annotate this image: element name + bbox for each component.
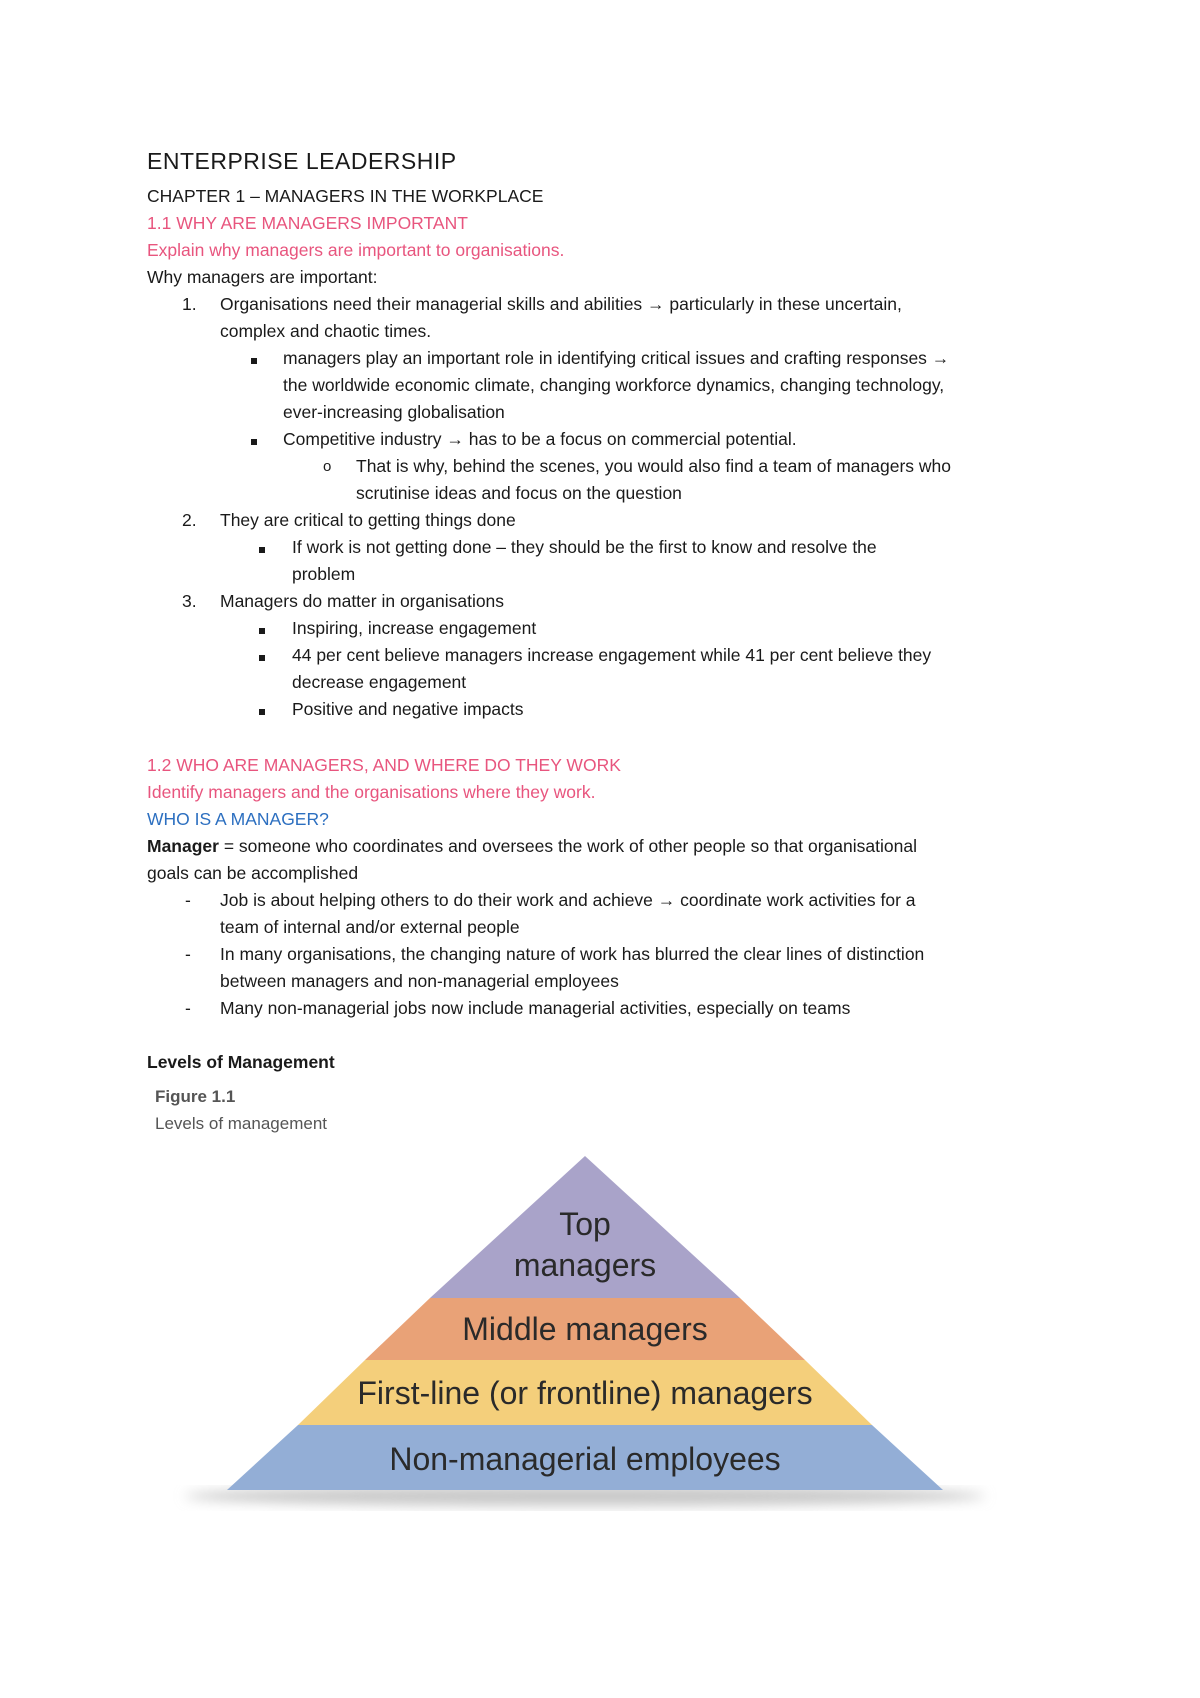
list-item-1-text-cont: complex and chaotic times. [220,321,432,341]
bullet-square [259,547,265,553]
bullet-square [259,709,265,715]
level-nonmanagerial-label: Non-managerial employees [389,1441,781,1477]
list-number-1: 1. [182,294,197,314]
manager-definition-text: = someone who coordinates and oversees the work of other people so that organisational [218,836,917,856]
list-item-2-text: They are critical to getting things done [220,510,516,530]
management-pyramid [160,1148,1010,1518]
dash-marker: - [185,998,191,1018]
section-1-1-intro: Why managers are important: [147,267,378,287]
bullet-text: managers play an important role in identifying critical issues and crafting responses → [283,348,950,368]
levels-heading: Levels of Management [147,1052,335,1072]
bullet-text-cont: problem [292,564,356,584]
dash-marker: - [185,890,191,910]
dash-item-text: Many non-managerial jobs now include managerial activities, especially on teams [220,998,851,1018]
level-firstline-label: First-line (or frontline) managers [357,1375,813,1411]
who-is-manager-heading: WHO IS A MANAGER? [147,809,329,829]
figure-label: Figure 1.1 [155,1087,236,1106]
bullet-square [251,439,257,445]
bullet-circle: o [323,458,332,475]
bullet-text-cont: the worldwide economic climate, changing workforce dynamics, changing technology, [283,375,945,395]
bullet-text: If work is not getting done – they should be the first to know and resolve the [292,537,877,557]
level-top-label-2: managers [513,1247,657,1283]
bullet-text: Competitive industry → has to be a focus on commercial potential. [283,429,797,449]
bullet-text-cont: ever-increasing globalisation [283,402,505,422]
bullet-square [259,655,265,661]
list-number-2: 2. [182,510,197,530]
document-title: ENTERPRISE LEADERSHIP [147,148,457,174]
manager-definition [147,833,917,860]
dash-marker: - [185,944,191,964]
manager-definition-cont: goals can be accomplished [147,863,359,883]
dash-item-text-cont: between managers and non-managerial employees [220,971,619,991]
bullet-square [251,358,257,364]
manager-term: Manager [147,836,219,856]
bullet-text: 44 per cent believe managers increase engagement while 41 per cent believe they [292,645,932,665]
sub-bullet-text: That is why, behind the scenes, you would also find a team of managers who [356,456,952,476]
list-item-1-text: Organisations need their managerial skills and abilities → particularly in these uncertain, [220,294,902,314]
dash-item-text: In many organisations, the changing nature of work has blurred the clear lines of distinction [220,944,925,964]
dash-item-text-cont: team of internal and/or external people [220,917,520,937]
bullet-square [259,628,265,634]
bullet-text: Inspiring, increase engagement [292,618,537,638]
bullet-text: Positive and negative impacts [292,699,524,719]
section-1-2-heading: 1.2 WHO ARE MANAGERS, AND WHERE DO THEY WORK [147,755,621,775]
dash-item-text: Job is about helping others to do their work and achieve → coordinate work activities for a [220,890,916,910]
section-1-2-objective: Identify managers and the organisations where they work. [147,782,596,802]
level-middle-label: Middle managers [462,1311,708,1347]
section-1-1-heading: 1.1 WHY ARE MANAGERS IMPORTANT [147,213,468,233]
figure-caption: Levels of management [155,1114,327,1133]
bullet-text-cont: decrease engagement [292,672,467,692]
list-item-3-text: Managers do matter in organisations [220,591,505,611]
sub-bullet-text-cont: scrutinise ideas and focus on the question [356,483,682,503]
section-1-1-objective: Explain why managers are important to organisations. [147,240,565,260]
chapter-heading: CHAPTER 1 – MANAGERS IN THE WORKPLACE [147,186,544,206]
level-top-label-1: Top [559,1206,611,1242]
list-number-3: 3. [182,591,197,611]
